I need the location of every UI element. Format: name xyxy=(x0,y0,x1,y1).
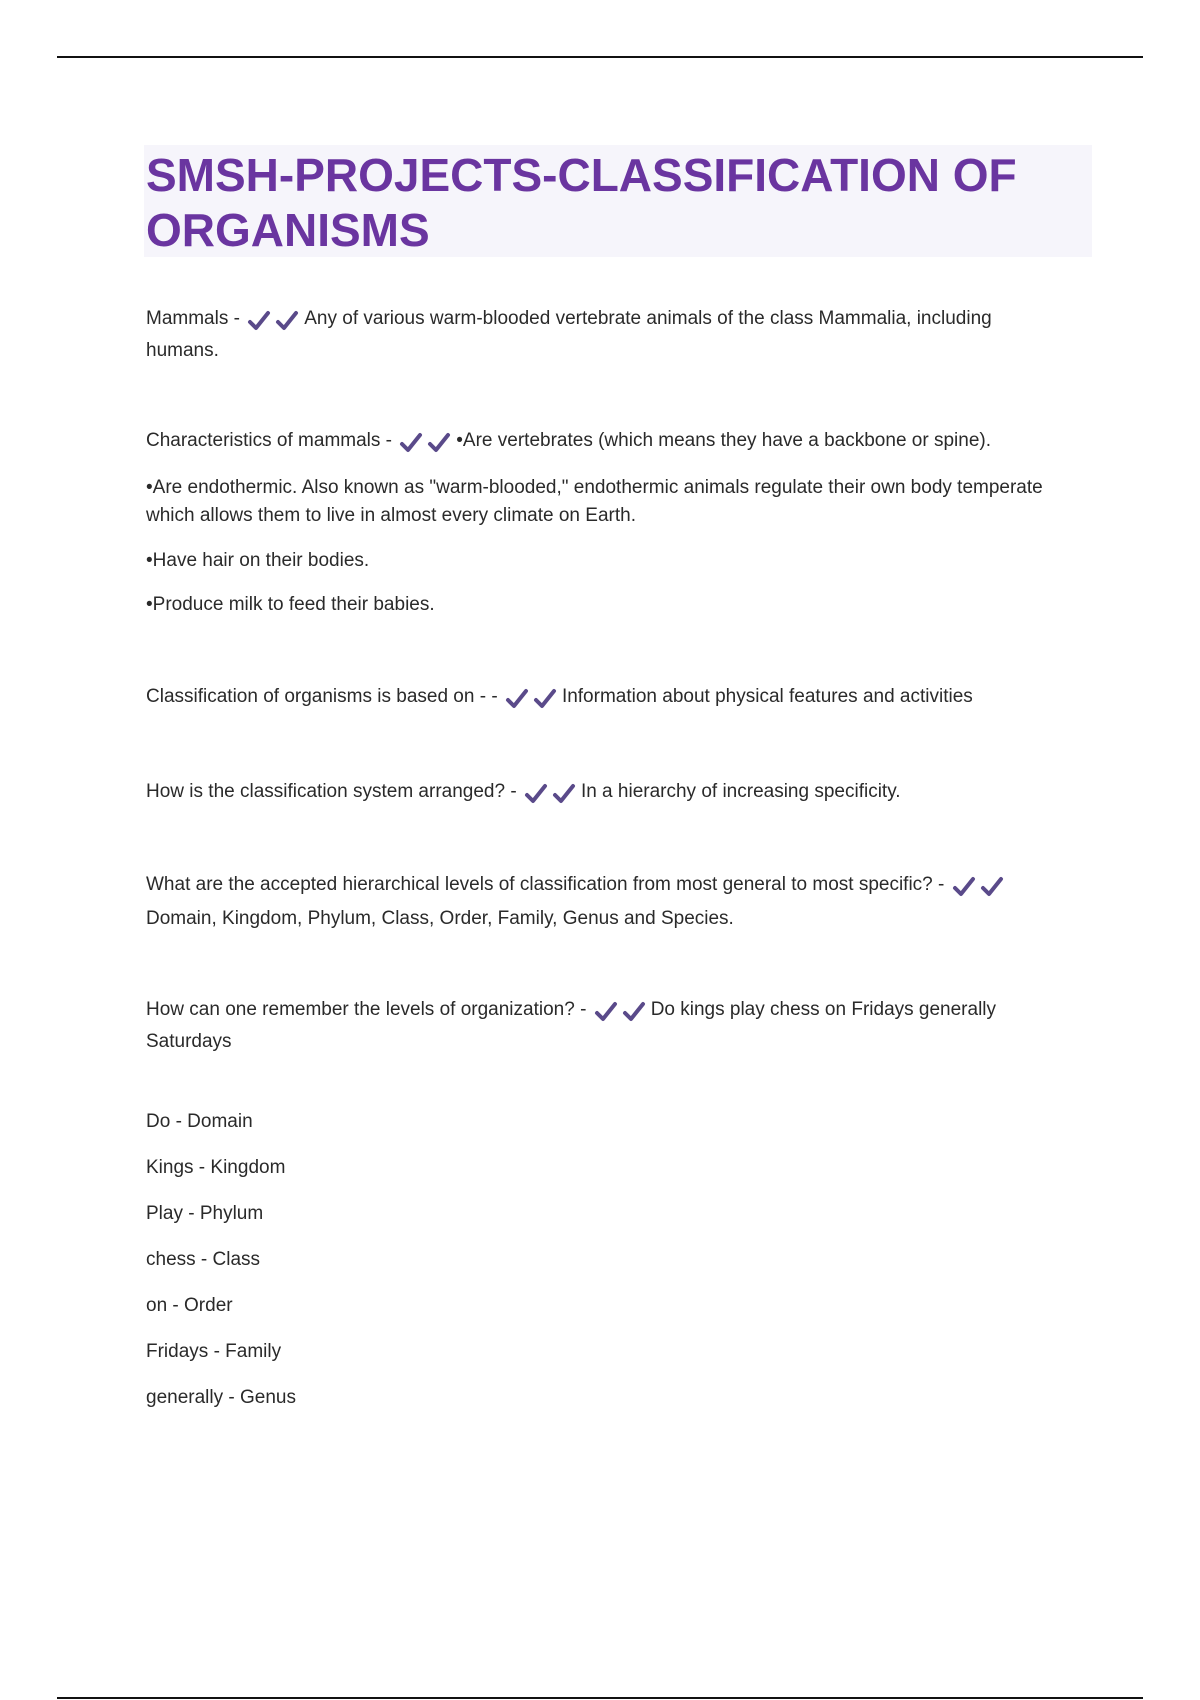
flashcard xyxy=(146,426,1066,620)
answer-text: •Are vertebrates (which means they have a backbone or spine). xyxy=(456,430,991,451)
question-text: Characteristics of mammals - xyxy=(146,430,398,451)
double-check-icon xyxy=(247,306,302,336)
list-item: chess - Class xyxy=(146,1249,261,1270)
double-check-icon xyxy=(505,684,560,714)
flashcard-text xyxy=(146,777,1066,809)
flashcard-text xyxy=(146,304,1066,366)
question-text: Classification of organisms is based on - - xyxy=(146,686,503,707)
list-item: Fridays - Family xyxy=(146,1341,282,1362)
answer-text: In a hierarchy of increasing specificity. xyxy=(580,781,901,802)
flashcard xyxy=(146,682,1066,714)
title-banner xyxy=(144,145,1092,257)
flashcard xyxy=(146,869,1066,935)
question-text: Mammals - xyxy=(146,308,246,329)
top-divider xyxy=(57,56,1143,58)
answer-text: Domain, Kingdom, Phylum, Class, Order, Family, Genus and Species. xyxy=(146,908,734,929)
list-item: Kings - Kingdom xyxy=(146,1157,286,1178)
double-check-icon xyxy=(524,779,579,809)
answer-bullet: •Produce milk to feed their babies. xyxy=(146,594,435,615)
mnemonic-list xyxy=(146,1107,1066,1413)
page-title: SMSH-PROJECTS-CLASSIFICATION OF ORGANISMS xyxy=(146,149,1017,256)
double-check-icon xyxy=(399,428,454,458)
list-item: Play - Phylum xyxy=(146,1203,264,1224)
double-check-icon xyxy=(594,997,649,1027)
flashcard xyxy=(146,304,1066,366)
question-text: What are the accepted hierarchical levels of classification from most general to most specific? - xyxy=(146,874,950,895)
flashcard xyxy=(146,995,1066,1057)
list-item: generally - Genus xyxy=(146,1387,296,1408)
flashcard-text xyxy=(146,426,1066,458)
flashcard-text xyxy=(146,995,1066,1057)
answer-bullet: •Have hair on their bodies. xyxy=(146,550,370,571)
answer-text: Do kings play chess on Fridays generally Saturdays xyxy=(146,999,997,1052)
answer-bullet: •Are endothermic. Also known as "warm-blooded," endothermic animals regulate their own body temperate which allows them to live in almost every climate on Earth. xyxy=(146,477,1043,526)
question-text: How is the classification system arranged? - xyxy=(146,781,522,802)
answer-text: Any of various warm-blooded vertebrate animals of the class Mammalia, including humans. xyxy=(146,308,992,361)
list-item: on - Order xyxy=(146,1295,233,1316)
flashcard-list xyxy=(146,304,1066,1429)
question-text: How can one remember the levels of organization? - xyxy=(146,999,592,1020)
flashcard-text xyxy=(146,682,1066,714)
double-check-icon xyxy=(952,871,1007,903)
flashcard xyxy=(146,777,1066,809)
list-item: Do - Domain xyxy=(146,1111,253,1132)
flashcard-text xyxy=(146,869,1066,935)
bottom-divider xyxy=(57,1697,1143,1699)
answer-text: Information about physical features and activities xyxy=(561,686,973,707)
